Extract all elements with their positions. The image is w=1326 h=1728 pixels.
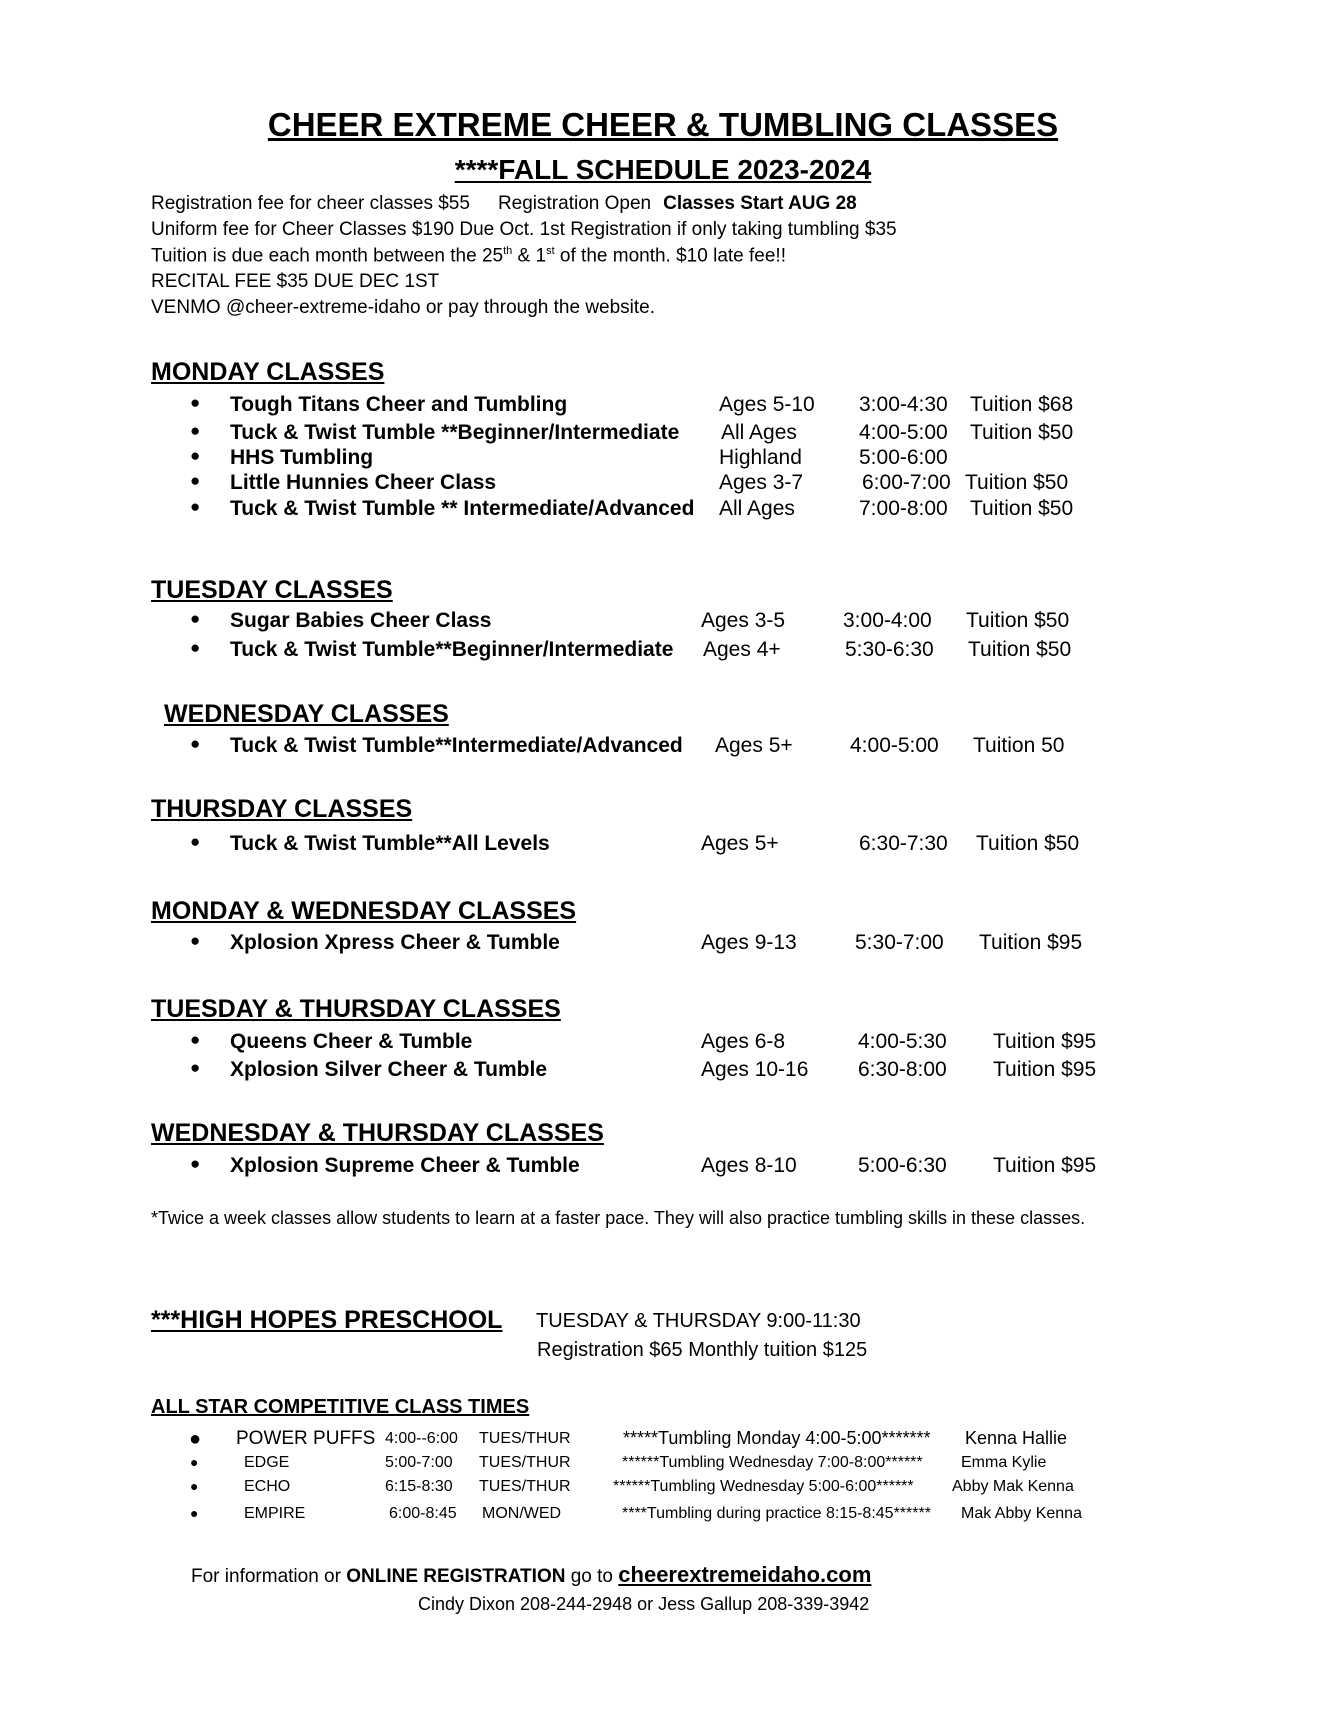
class-row [0,421,1326,447]
class-ages: Ages 3-7 [719,471,804,494]
footer-contacts: Cindy Dixon 208-244-2948 or Jess Gallup 208-339-3942 [418,1594,870,1614]
section-title-monday: MONDAY CLASSES [151,358,385,386]
bullet-icon: ● [190,1154,201,1173]
bullet-icon: ● [190,609,201,628]
class-ages: All Ages [719,497,795,520]
class-name: Queens Cheer & Tumble [230,1030,473,1053]
class-name: Sugar Babies Cheer Class [230,609,492,632]
class-row [0,393,1326,419]
class-name: Tuck & Twist Tumble **Beginner/Intermediate [230,421,680,444]
class-tuition: Tuition $50 [965,471,1069,494]
bullet-icon: ● [190,931,201,950]
registration-fee-text: Registration fee for cheer classes $55 [151,193,470,214]
class-time: 4:00-5:00 [850,734,939,757]
section-title-tuesday: TUESDAY CLASSES [151,576,393,604]
class-row [0,832,1326,858]
team-name: POWER PUFFS [236,1428,376,1449]
team-time: 6:15-8:30 [385,1478,453,1495]
page-title: CHEER EXTREME CHEER & TUMBLING CLASSES [267,106,1059,143]
class-row [0,1058,1326,1084]
class-time: 5:00-6:00 [859,446,948,469]
recital-fee-text: RECITAL FEE $35 DUE DEC 1ST [151,271,440,292]
tuition-sup-st: st [546,245,555,257]
footer-registration [191,1562,871,1588]
class-name: Xplosion Supreme Cheer & Tumble [230,1154,580,1177]
class-time: 4:00-5:30 [858,1030,947,1053]
class-tuition: Tuition $50 [970,421,1074,444]
tuition-sup-th: th [503,245,513,257]
registration-open-text: Registration Open [497,193,652,214]
team-days: TUES/THUR [479,1430,571,1447]
bullet-icon: ● [190,1030,201,1049]
bullet-icon: ● [190,421,201,440]
venmo-text: VENMO @cheer-extreme-idaho or pay through the website. [151,297,656,318]
class-time: 6:30-8:00 [858,1058,947,1081]
class-ages: Ages 5-10 [719,393,815,416]
uniform-fee-text: Uniform fee for Cheer Classes $190 Due Oct. 1st Registration if only taking tumbling $35 [151,219,897,240]
section-title-wednesday: WEDNESDAY CLASSES [164,700,449,728]
class-tuition: Tuition $50 [968,638,1072,661]
class-row [0,609,1326,635]
class-name: Tough Titans Cheer and Tumbling [230,393,568,416]
class-time: 4:00-5:00 [859,421,948,444]
team-coaches: Kenna Hallie [965,1428,1068,1448]
class-row [0,638,1326,664]
bullet-icon: ● [189,1428,202,1450]
allstar-row [0,1505,1326,1529]
bullet-icon: ● [190,1505,199,1521]
class-ages: All Ages [721,421,797,444]
team-name: EMPIRE [244,1505,306,1522]
website-link[interactable]: cheerextremeidaho.com [618,1562,872,1587]
bullet-icon: ● [190,446,201,465]
class-name: Little Hunnies Cheer Class [230,471,497,494]
class-ages: Ages 8-10 [701,1154,797,1177]
team-days: TUES/THUR [479,1478,571,1495]
team-time: 5:00-7:00 [385,1454,453,1471]
class-row [0,734,1326,760]
tuition-due-text [151,245,786,267]
team-tumbling: ****Tumbling during practice 8:15-8:45****** [622,1505,931,1522]
bullet-icon: ● [190,832,201,851]
class-time: 5:30-7:00 [855,931,944,954]
class-row [0,446,1326,472]
class-time: 6:30-7:30 [859,832,948,855]
team-name: EDGE [244,1454,290,1471]
bullet-icon: ● [190,1058,201,1077]
class-tuition: Tuition $95 [993,1030,1097,1053]
section-title-thursday: THURSDAY CLASSES [151,795,413,823]
allstar-title: ALL STAR COMPETITIVE CLASS TIMES [151,1396,530,1418]
class-tuition: Tuition $50 [970,497,1074,520]
class-time: 5:30-6:30 [845,638,934,661]
team-coaches: Mak Abby Kenna [961,1505,1082,1522]
class-ages: Ages 4+ [703,638,781,661]
class-tuition: Tuition $50 [966,609,1070,632]
class-tuition: Tuition $68 [970,393,1074,416]
footer-pre-text: For information or [191,1566,347,1587]
footer-mid-text: go to [565,1566,619,1587]
class-tuition: Tuition $50 [976,832,1080,855]
online-registration-text: ONLINE REGISTRATION [346,1566,566,1587]
allstar-row [0,1454,1326,1478]
team-tumbling: ******Tumbling Wednesday 7:00-8:00****** [622,1454,923,1471]
class-name: Xplosion Silver Cheer & Tumble [230,1058,548,1081]
team-time: 4:00--6:00 [385,1430,458,1447]
class-ages: Ages 5+ [715,734,793,757]
class-tuition: Tuition $95 [993,1058,1097,1081]
team-coaches: Abby Mak Kenna [952,1478,1074,1495]
preschool-days: TUESDAY & THURSDAY 9:00-11:30 [536,1310,861,1332]
allstar-row [0,1478,1326,1502]
bullet-icon: ● [190,1478,199,1494]
team-tumbling: ******Tumbling Wednesday 5:00-6:00****** [613,1478,914,1495]
class-name: Tuck & Twist Tumble**Beginner/Intermediate [230,638,674,661]
class-ages: Ages 5+ [701,832,779,855]
team-days: TUES/THUR [479,1454,571,1471]
bullet-icon: ● [190,471,201,490]
preschool-title: ***HIGH HOPES PRESCHOOL [151,1306,503,1334]
twice-a-week-note: *Twice a week classes allow students to learn at a faster pace. They will also practice tumbling skills in these classes. [151,1208,1086,1228]
class-name: Xplosion Xpress Cheer & Tumble [230,931,560,954]
tuition-text-b: & 1 [512,245,547,267]
class-ages: Ages 6-8 [701,1030,786,1053]
team-coaches: Emma Kylie [961,1454,1047,1471]
class-row [0,471,1326,497]
class-name: Tuck & Twist Tumble ** Intermediate/Advanced [230,497,695,520]
class-name: Tuck & Twist Tumble**Intermediate/Advanced [230,734,683,757]
class-time: 7:00-8:00 [859,497,948,520]
class-time: 5:00-6:30 [858,1154,947,1177]
class-row [0,931,1326,957]
bullet-icon: ● [190,638,201,657]
page-subtitle: ****FALL SCHEDULE 2023-2024 [454,154,872,185]
tuition-text-a: Tuition is due each month between the 25 [151,245,504,267]
info-registration-line [151,193,857,215]
class-ages: Highland [719,446,802,469]
class-time: 6:00-7:00 [862,471,951,494]
class-name: HHS Tumbling [230,446,374,469]
class-row [0,1154,1326,1180]
classes-start-text: Classes Start AUG 28 [663,193,857,214]
class-ages: Ages 9-13 [701,931,797,954]
bullet-icon: ● [190,734,201,753]
class-name: Tuck & Twist Tumble**All Levels [230,832,550,855]
class-row [0,497,1326,523]
section-title-mon-wed: MONDAY & WEDNESDAY CLASSES [151,897,577,925]
class-ages: Ages 3-5 [701,609,786,632]
class-tuition: Tuition $95 [993,1154,1097,1177]
team-tumbling: *****Tumbling Monday 4:00-5:00******* [623,1428,931,1448]
team-time: 6:00-8:45 [389,1505,457,1522]
bullet-icon: ● [190,393,201,412]
class-time: 3:00-4:30 [859,393,948,416]
class-tuition: Tuition $95 [979,931,1083,954]
class-ages: Ages 10-16 [701,1058,809,1081]
class-tuition: Tuition 50 [973,734,1065,757]
team-days: MON/WED [482,1505,562,1522]
bullet-icon: ● [190,1454,199,1470]
team-name: ECHO [244,1478,291,1495]
class-row [0,1030,1326,1056]
section-title-tue-thu: TUESDAY & THURSDAY CLASSES [151,995,561,1023]
tuition-text-c: of the month. $10 late fee!! [554,245,786,267]
preschool-fees: Registration $65 Monthly tuition $125 [537,1339,868,1361]
section-title-wed-thu: WEDNESDAY & THURSDAY CLASSES [151,1119,604,1147]
class-time: 3:00-4:00 [843,609,932,632]
bullet-icon: ● [190,497,201,516]
allstar-row [0,1428,1326,1452]
